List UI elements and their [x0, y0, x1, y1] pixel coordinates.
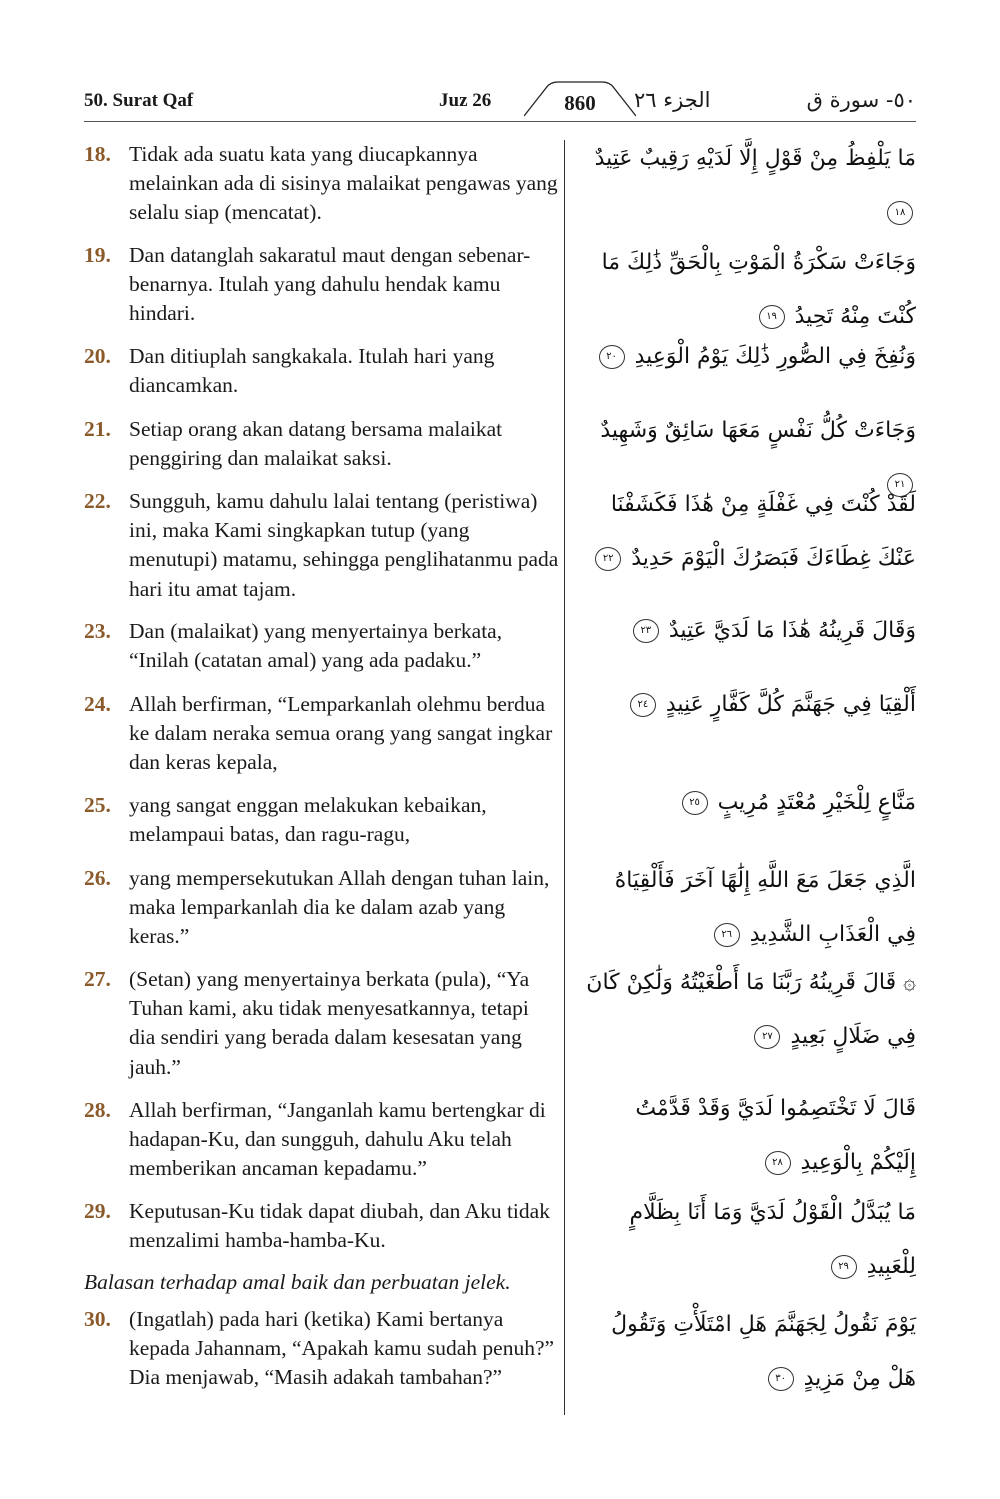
arabic-text: وَجَاءَتْ كُلُّ نَفْسٍ مَعَهَا سَائِقٌ وَشَهِيدٌ	[600, 418, 916, 443]
arabic-text: وَقَالَ قَرِينُهُ هَٰذَا مَا لَدَيَّ عَتِيدٌ	[668, 618, 916, 643]
verse-19	[84, 241, 560, 329]
verse-number: 18.	[84, 142, 111, 166]
verse-number: 20.	[84, 344, 111, 368]
verse-translation: Sungguh, kamu dahulu lalai tentang (peristiwa) ini, maka Kami singkapkan tutup (yang menutupi) matamu, sehingga penglihatanmu pada hari itu amat tajam.	[129, 489, 559, 601]
verse-number: 22.	[84, 489, 111, 513]
ayah-marker-icon: ٢٣	[633, 619, 659, 643]
verse-29-arabic	[586, 1186, 916, 1294]
verse-number: 24.	[84, 692, 111, 716]
ayah-marker-icon: ٢١	[887, 473, 913, 497]
verse-number: 21.	[84, 417, 111, 441]
page-number-text: 860	[564, 91, 596, 115]
verse-20-arabic	[586, 330, 916, 384]
juz-label-arabic: الجزء ٢٦	[634, 88, 711, 112]
verse-22-arabic	[586, 478, 916, 586]
ayah-marker-icon: ٢٤	[630, 693, 656, 717]
verse-25-arabic	[586, 776, 916, 830]
verse-19-arabic	[586, 236, 916, 344]
ayah-marker-icon: ١٨	[887, 201, 913, 225]
arabic-text: الَّذِي جَعَلَ مَعَ اللَّهِ إِلَٰهًا آخَرَ فَأَلْقِيَاهُ فِي الْعَذَابِ الشَّدِيدِ	[614, 868, 916, 947]
arabic-text: أَلْقِيَا فِي جَهَنَّمَ كُلَّ كَفَّارٍ عَنِيدٍ	[665, 692, 916, 717]
verse-30-arabic	[586, 1298, 916, 1406]
verse-translation: Setiap orang akan datang bersama malaikat penggiring dan malaikat saksi.	[129, 417, 503, 471]
ayah-marker-icon: ٢٦	[714, 923, 740, 947]
verse-30	[84, 1305, 560, 1393]
arabic-text: مَنَّاعٍ لِلْخَيْرِ مُعْتَدٍ مُرِيبٍ	[717, 790, 916, 815]
verse-18	[84, 140, 560, 228]
arabic-text: ۞ قَالَ قَرِينُهُ رَبَّنَا مَا أَطْغَيْتُهُ وَلَٰكِنْ كَانَ فِي ضَلَالٍ بَعِيدٍ	[586, 970, 916, 1049]
verse-translation: Allah berfirman, “Lemparkanlah olehmu berdua ke dalam neraka semua orang yang sangat ingkar dan keras kepala,	[129, 692, 553, 775]
verse-translation: Tidak ada suatu kata yang diucapkannya melainkan ada di sisinya malaikat pengawas yang selalu siap (mencatat).	[129, 142, 558, 225]
arabic-text: قَالَ لَا تَخْتَصِمُوا لَدَيَّ وَقَدْ قَدَّمْتُ إِلَيْكُمْ بِالْوَعِيدِ	[635, 1096, 916, 1175]
verse-number: 27.	[84, 967, 111, 991]
ayah-marker-icon: ٢٠	[599, 345, 625, 369]
ayah-marker-icon: ٢٢	[595, 547, 621, 571]
verse-28-arabic	[586, 1082, 916, 1190]
verse-translation: Keputusan-Ku tidak dapat diubah, dan Aku tidak menzalimi hamba-hamba-Ku.	[129, 1199, 550, 1253]
juz-label-latin: Juz 26	[439, 90, 492, 111]
verse-18-arabic	[586, 132, 916, 240]
verse-number: 29.	[84, 1199, 111, 1223]
verse-21	[84, 415, 560, 473]
verse-number: 19.	[84, 243, 111, 267]
verse-27-arabic	[586, 956, 916, 1064]
verse-26	[84, 864, 560, 952]
verse-25	[84, 791, 560, 849]
arabic-text: لَقَدْ كُنْتَ فِي غَفْلَةٍ مِنْ هَٰذَا فَكَشَفْنَا عَنْكَ غِطَاءَكَ فَبَصَرُكَ الْيَوْمَ حَدِيدٌ	[610, 492, 916, 571]
verse-number: 26.	[84, 866, 111, 890]
verse-24	[84, 690, 560, 778]
arabic-text: مَا يُبَدَّلُ الْقَوْلُ لَدَيَّ وَمَا أَنَا بِظَلَّامٍ لِلْعَبِيدِ	[629, 1200, 916, 1279]
verse-23	[84, 617, 560, 675]
verse-23-arabic	[586, 604, 916, 658]
verse-translation: Dan (malaikat) yang menyertainya berkata, “Inilah (catatan amal) yang ada padaku.”	[129, 619, 503, 673]
verse-number: 25.	[84, 793, 111, 817]
verse-24-arabic	[586, 678, 916, 732]
ayah-marker-icon: ٢٨	[765, 1151, 791, 1175]
verse-29	[84, 1197, 560, 1255]
column-divider	[564, 140, 565, 1415]
verse-20	[84, 342, 560, 400]
arabic-text: مَا يَلْفِظُ مِنْ قَوْلٍ إِلَّا لَدَيْهِ رَقِيبٌ عَتِيدٌ	[594, 146, 916, 171]
header-rule	[84, 121, 916, 122]
ayah-marker-icon: ١٩	[759, 305, 785, 329]
verse-translation: Dan datanglah sakaratul maut dengan sebenar-benarnya. Itulah yang dahulu hendak kamu hindari.	[129, 243, 531, 326]
verse-22	[84, 487, 560, 604]
verse-translation: Allah berfirman, “Janganlah kamu bertengkar di hadapan-Ku, dan sungguh, dahulu Aku telah memberikan ancaman kepadamu.”	[129, 1098, 546, 1181]
surah-title-arabic: ٥٠- سورة ق	[806, 88, 916, 112]
ayah-marker-icon: ٢٧	[754, 1025, 780, 1049]
ayah-marker-icon: ٢٥	[682, 791, 708, 815]
page-header	[84, 86, 916, 120]
surah-title-latin: 50. Surat Qaf	[84, 90, 194, 111]
verse-27	[84, 965, 560, 1082]
verse-number: 23.	[84, 619, 111, 643]
verse-translation: (Setan) yang menyertainya berkata (pula), “Ya Tuhan kami, aku tidak menyesatkannya, tetapi dia sendiri yang berada dalam kesesatan yang jauh.”	[129, 967, 530, 1079]
verse-26-arabic	[586, 854, 916, 962]
arabic-text: وَجَاءَتْ سَكْرَةُ الْمَوْتِ بِالْحَقِّ ذَٰلِكَ مَا كُنْتَ مِنْهُ تَحِيدُ	[601, 250, 916, 329]
ayah-marker-icon: ٢٩	[831, 1255, 857, 1279]
page-number	[524, 80, 636, 122]
arabic-text: وَنُفِخَ فِي الصُّورِ ذَٰلِكَ يَوْمُ الْوَعِيدِ	[634, 344, 916, 369]
arabic-text: يَوْمَ نَقُولُ لِجَهَنَّمَ هَلِ امْتَلَأْتِ وَتَقُولُ هَلْ مِنْ مَزِيدٍ	[611, 1312, 916, 1391]
verse-28	[84, 1096, 560, 1184]
verse-translation: (Ingatlah) pada hari (ketika) Kami bertanya kepada Jahannam, “Apakah kamu sudah penuh?” Dia menjawab, “Masih adakah tambahan?”	[129, 1307, 555, 1390]
verse-number: 30.	[84, 1307, 111, 1331]
ayah-marker-icon: ٣٠	[768, 1367, 794, 1391]
verse-translation: yang mempersekutukan Allah dengan tuhan lain, maka lemparkanlah dia ke dalam azab yang keras.”	[129, 866, 550, 949]
section-heading: Balasan terhadap amal baik dan perbuatan jelek.	[84, 1270, 511, 1294]
verse-translation: Dan ditiuplah sangkakala. Itulah hari yang diancamkan.	[129, 344, 495, 398]
verse-translation: yang sangat enggan melakukan kebaikan, melampaui batas, dan ragu-ragu,	[129, 793, 487, 847]
verse-number: 28.	[84, 1098, 111, 1122]
